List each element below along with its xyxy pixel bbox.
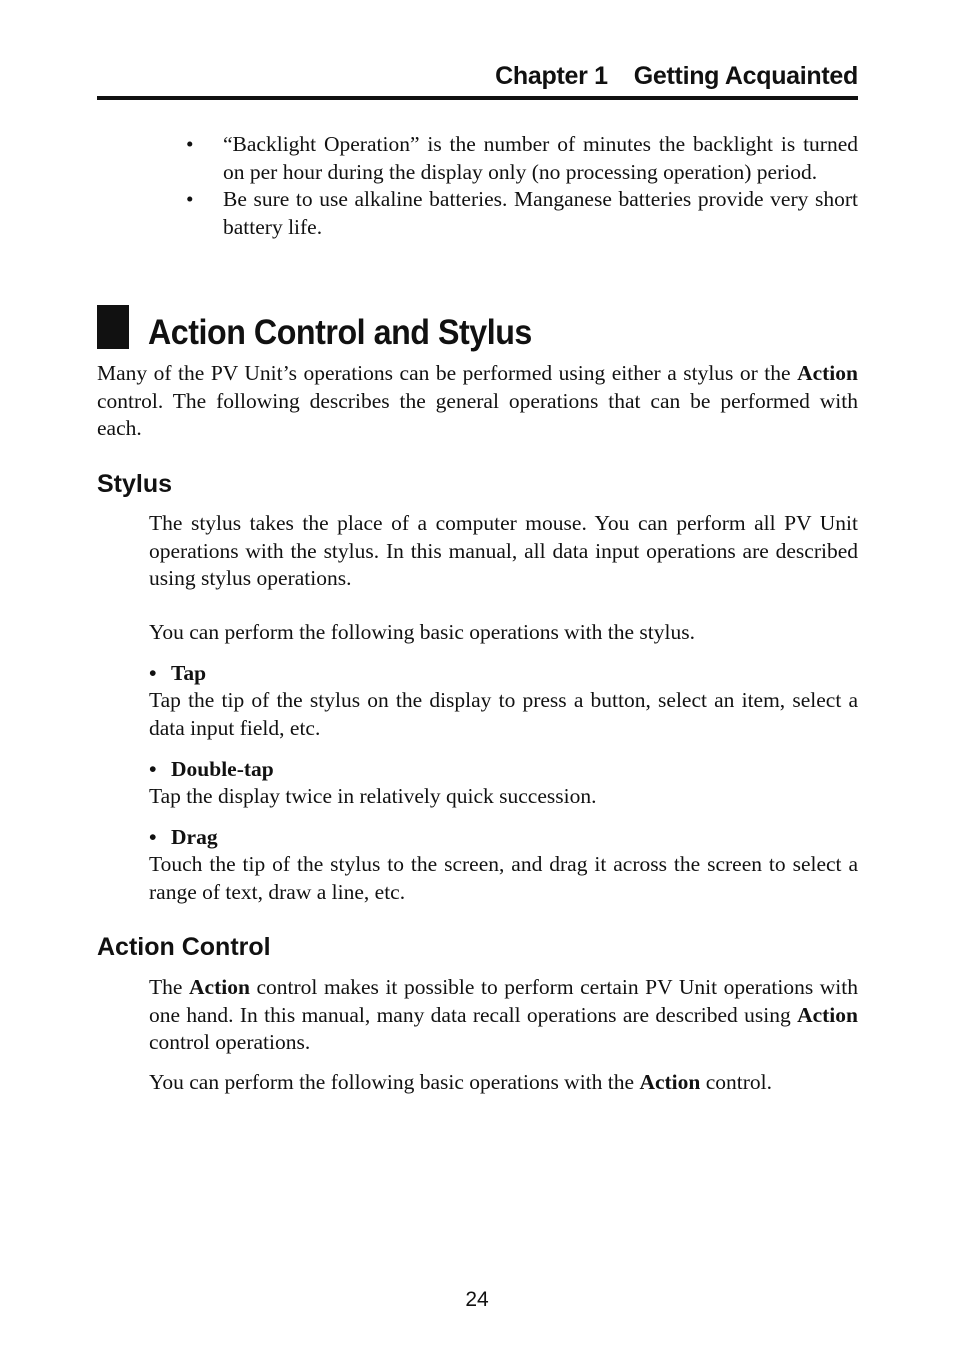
list-item: [186, 131, 858, 186]
note-text: “Backlight Operation” is the number of minutes the backlight is turned on per hour during the display only (no processing operation) period.: [223, 132, 858, 184]
operation-name: Double-tap: [171, 757, 274, 781]
notes-list: [186, 131, 858, 241]
intro-text: control. The following describes the general operations that can be performed with each.: [97, 388, 858, 440]
operation-title: [149, 659, 858, 687]
stylus-paragraph-2: You can perform the following basic operations with the stylus.: [149, 620, 695, 644]
bullet-icon: •: [149, 757, 157, 781]
section-marker-icon: [97, 305, 129, 349]
paragraph-text: control makes it possible to perform certain PV Unit operations with one hand. In this manual, many data recall operations are described using: [149, 975, 858, 1027]
operation-title: [149, 755, 858, 783]
stylus-heading: Stylus: [97, 470, 173, 498]
keyword: Action: [639, 1070, 701, 1094]
bullet-icon: •: [186, 132, 194, 156]
operation-drag: [149, 823, 858, 906]
page-number: 24: [465, 1288, 489, 1311]
keyword: Action: [797, 1002, 858, 1027]
list-item: [186, 186, 858, 241]
note-text: Be sure to use alkaline batteries. Manganese batteries provide very short battery life.: [223, 187, 858, 239]
chapter-title: Getting Acquainted: [633, 62, 858, 90]
operation-double-tap: [149, 755, 858, 811]
bullet-icon: •: [149, 825, 157, 849]
paragraph-text: You can perform the following basic operations with the: [149, 1070, 640, 1094]
keyword: Action: [189, 975, 250, 999]
chapter-label: Chapter 1: [495, 62, 608, 90]
operation-description: Tap the display twice in relatively quick succession.: [149, 784, 597, 808]
bullet-icon: •: [149, 661, 157, 685]
stylus-paragraph-1: The stylus takes the place of a computer mouse. You can perform all PV Unit operations with the stylus. In this manual, all data input operations are described using stylus operations.: [149, 511, 858, 590]
intro-text: Many of the PV Unit’s operations can be performed using either a stylus or the: [97, 361, 798, 385]
running-header: [97, 56, 858, 100]
paragraph-text: control.: [700, 1070, 773, 1094]
operation-name: Drag: [171, 825, 218, 849]
paragraph-text: The: [149, 975, 189, 999]
action-control-paragraph-2: [149, 1069, 858, 1097]
operation-description: Touch the tip of the stylus to the screen, and drag it across the screen to select a range of text, draw a line, etc.: [149, 852, 858, 904]
section-heading: [97, 303, 858, 359]
bullet-icon: •: [186, 187, 194, 211]
section-title: Action Control and Stylus: [148, 313, 532, 352]
operation-title: [149, 823, 858, 851]
operation-description: Tap the tip of the stylus on the display to press a button, select an item, select a data input field, etc.: [149, 688, 858, 740]
intro-keyword: Action: [797, 361, 858, 385]
operation-tap: [149, 659, 858, 742]
operation-name: Tap: [171, 661, 207, 685]
paragraph-text: control operations.: [149, 1030, 311, 1054]
action-control-heading: Action Control: [97, 933, 271, 961]
action-control-paragraph-1: [149, 974, 858, 1057]
section-intro: [97, 360, 858, 443]
